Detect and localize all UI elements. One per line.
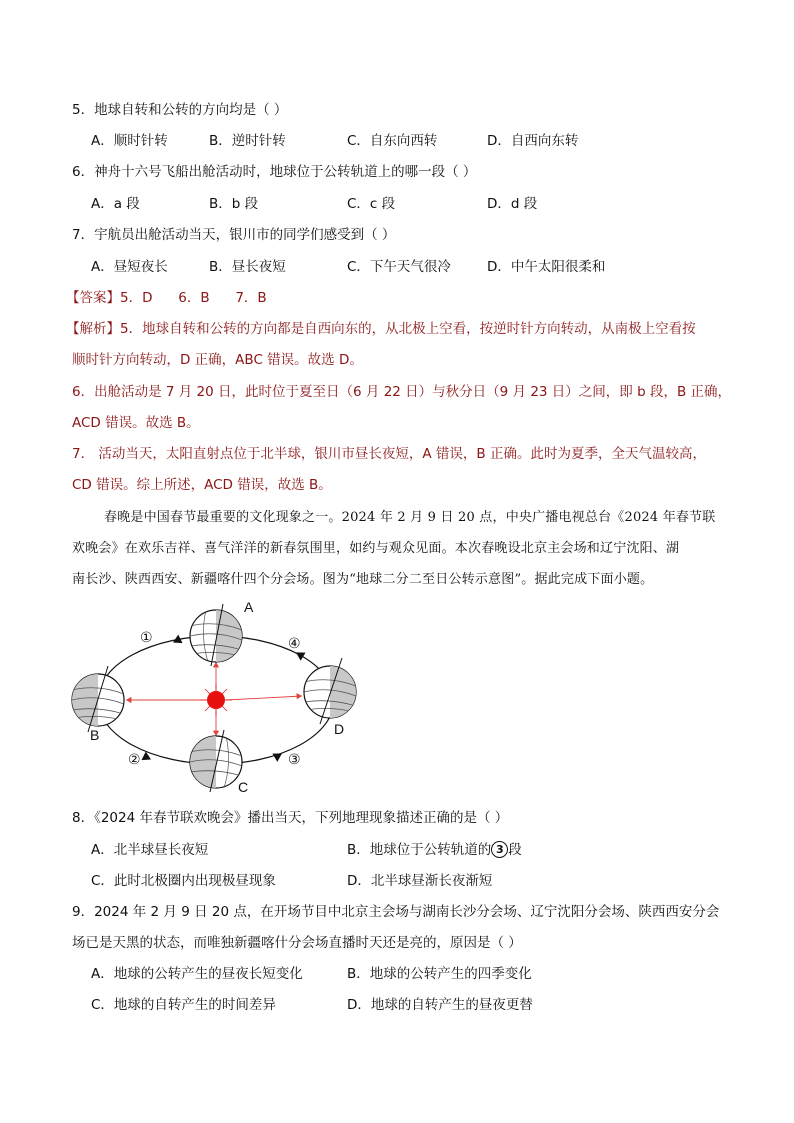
question-5-stem: 5．地球自转和公转的方向均是（ ） bbox=[72, 102, 288, 118]
label-b: B bbox=[90, 727, 100, 743]
q8-option-d: D．北半球昼渐长夜渐短 bbox=[347, 873, 493, 889]
earth-d-icon bbox=[304, 658, 356, 724]
q8-option-a: A．北半球昼长夜短 bbox=[91, 842, 209, 858]
segment-2-label: ② bbox=[128, 752, 141, 768]
question-7-stem: 7．宇航员出舱活动当天，银川市的同学们感受到（ ） bbox=[72, 227, 396, 243]
q8-option-b bbox=[347, 840, 522, 860]
analysis-tag: 【解析】 bbox=[66, 321, 120, 337]
q7-option-a: A．昼短夜长 bbox=[91, 259, 168, 275]
q6-option-b: B．b 段 bbox=[209, 196, 259, 212]
question-6-stem: 6．神舟十六号飞船出舱活动时，地球位于公转轨道上的哪一段（ ） bbox=[72, 164, 477, 180]
earth-c-icon bbox=[190, 730, 242, 792]
q7-option-d: D．中午太阳很柔和 bbox=[487, 259, 606, 275]
analysis-text-2: 顺时针方向转动，D 正确，ABC 错误。故选 D。 bbox=[72, 352, 363, 368]
earth-orbit-diagram bbox=[66, 596, 366, 796]
q8-option-b-pre: B．地球位于公转轨道的 bbox=[347, 842, 492, 858]
question-9-stem-1: 9．2024 年 2 月 9 日 20 点，在开场节目中北京主会场与湖南长沙分会场、辽宁沈阳分会场、陕西西安分会 bbox=[72, 904, 720, 920]
analysis-text-6: CD 错误。综上所述，ACD 错误，故选 B。 bbox=[72, 477, 332, 493]
q9-option-a: A．地球的公转产生的昼夜长短变化 bbox=[91, 966, 303, 982]
question-8-stem: 8．《2024 年春节联欢晚会》播出当天，下列地理现象描述正确的是（ ） bbox=[72, 810, 509, 826]
q5-option-a: A．顺时针转 bbox=[91, 133, 168, 149]
analysis-text-1: 5．地球自转和公转的方向都是自西向东的，从北极上空看，按逆时针方向转动，从南极上空看按 bbox=[120, 321, 696, 337]
intro-line-3: 南长沙、陕西西安、新疆喀什四个分会场。图为“地球二分二至日公转示意图”。据此完成下面小题。 bbox=[72, 572, 654, 587]
segment-3-label: ③ bbox=[288, 752, 301, 768]
q6-option-a: A．a 段 bbox=[91, 196, 140, 212]
q7-option-b: B．昼长夜短 bbox=[209, 259, 286, 275]
q6-option-d: D．d 段 bbox=[487, 196, 538, 212]
q6-option-c: C．c 段 bbox=[347, 196, 396, 212]
earth-a-icon bbox=[190, 604, 242, 666]
answer-line bbox=[66, 288, 267, 308]
label-d: D bbox=[334, 721, 345, 737]
analysis-text-4: ACD 错误。故选 B。 bbox=[72, 415, 200, 431]
q8-option-b-post: 段 bbox=[508, 842, 522, 858]
q9-option-b: B．地球的公转产生的四季变化 bbox=[347, 966, 532, 982]
intro-line-2: 欢晚会》在欢乐吉祥、喜气洋洋的新春氛围里，如约与观众见面。本次春晚设北京主会场和辽宁沈阳、湖 bbox=[72, 541, 680, 556]
q9-option-c: C．地球的自转产生的时间差异 bbox=[91, 997, 276, 1013]
earth-b-icon bbox=[72, 666, 124, 732]
answer-text: 5．D 6．B 7．B bbox=[120, 290, 267, 306]
q5-option-c: C．自东向西转 bbox=[347, 133, 438, 149]
q5-option-d: D．自西向东转 bbox=[487, 133, 579, 149]
answer-tag: 【答案】 bbox=[66, 290, 120, 306]
question-9-stem-2: 场已是天黑的状态，而唯独新疆喀什分会场直播时天还是亮的，原因是（ ） bbox=[72, 935, 522, 951]
segment-1-label: ① bbox=[140, 630, 153, 646]
ray-to-d bbox=[226, 696, 302, 700]
analysis-text-5: 7． 活动当天，太阳直射点位于北半球，银川市昼长夜短，A 错误，B 正确。此时为夏季，全天气温较高， bbox=[72, 446, 706, 462]
q9-option-d: D．地球的自转产生的昼夜更替 bbox=[347, 997, 533, 1013]
q8-option-c: C．此时北极圈内出现极昼现象 bbox=[91, 873, 276, 889]
analysis-line-1 bbox=[66, 319, 696, 339]
q8-option-b-mark: 3 bbox=[491, 841, 508, 858]
q5-option-b: B．逆时针转 bbox=[209, 133, 286, 149]
label-a: A bbox=[244, 599, 254, 615]
analysis-text-3: 6．出舱活动是 7 月 20 日，此时位于夏至日（6 月 22 日）与秋分日（9 月 23 日）之间，即 b 段，B 正确， bbox=[72, 384, 732, 400]
sun-icon bbox=[200, 684, 232, 716]
segment-4-label: ④ bbox=[288, 636, 301, 652]
orbit-arrow-2 bbox=[144, 756, 150, 759]
label-c: C bbox=[238, 779, 249, 795]
intro-line-1: 春晚是中国春节最重要的文化现象之一。2024 年 2 月 9 日 20 点，中央广播电视总台《2024 年春节联 bbox=[104, 510, 716, 525]
q7-option-c: C．下午天气很冷 bbox=[347, 259, 451, 275]
